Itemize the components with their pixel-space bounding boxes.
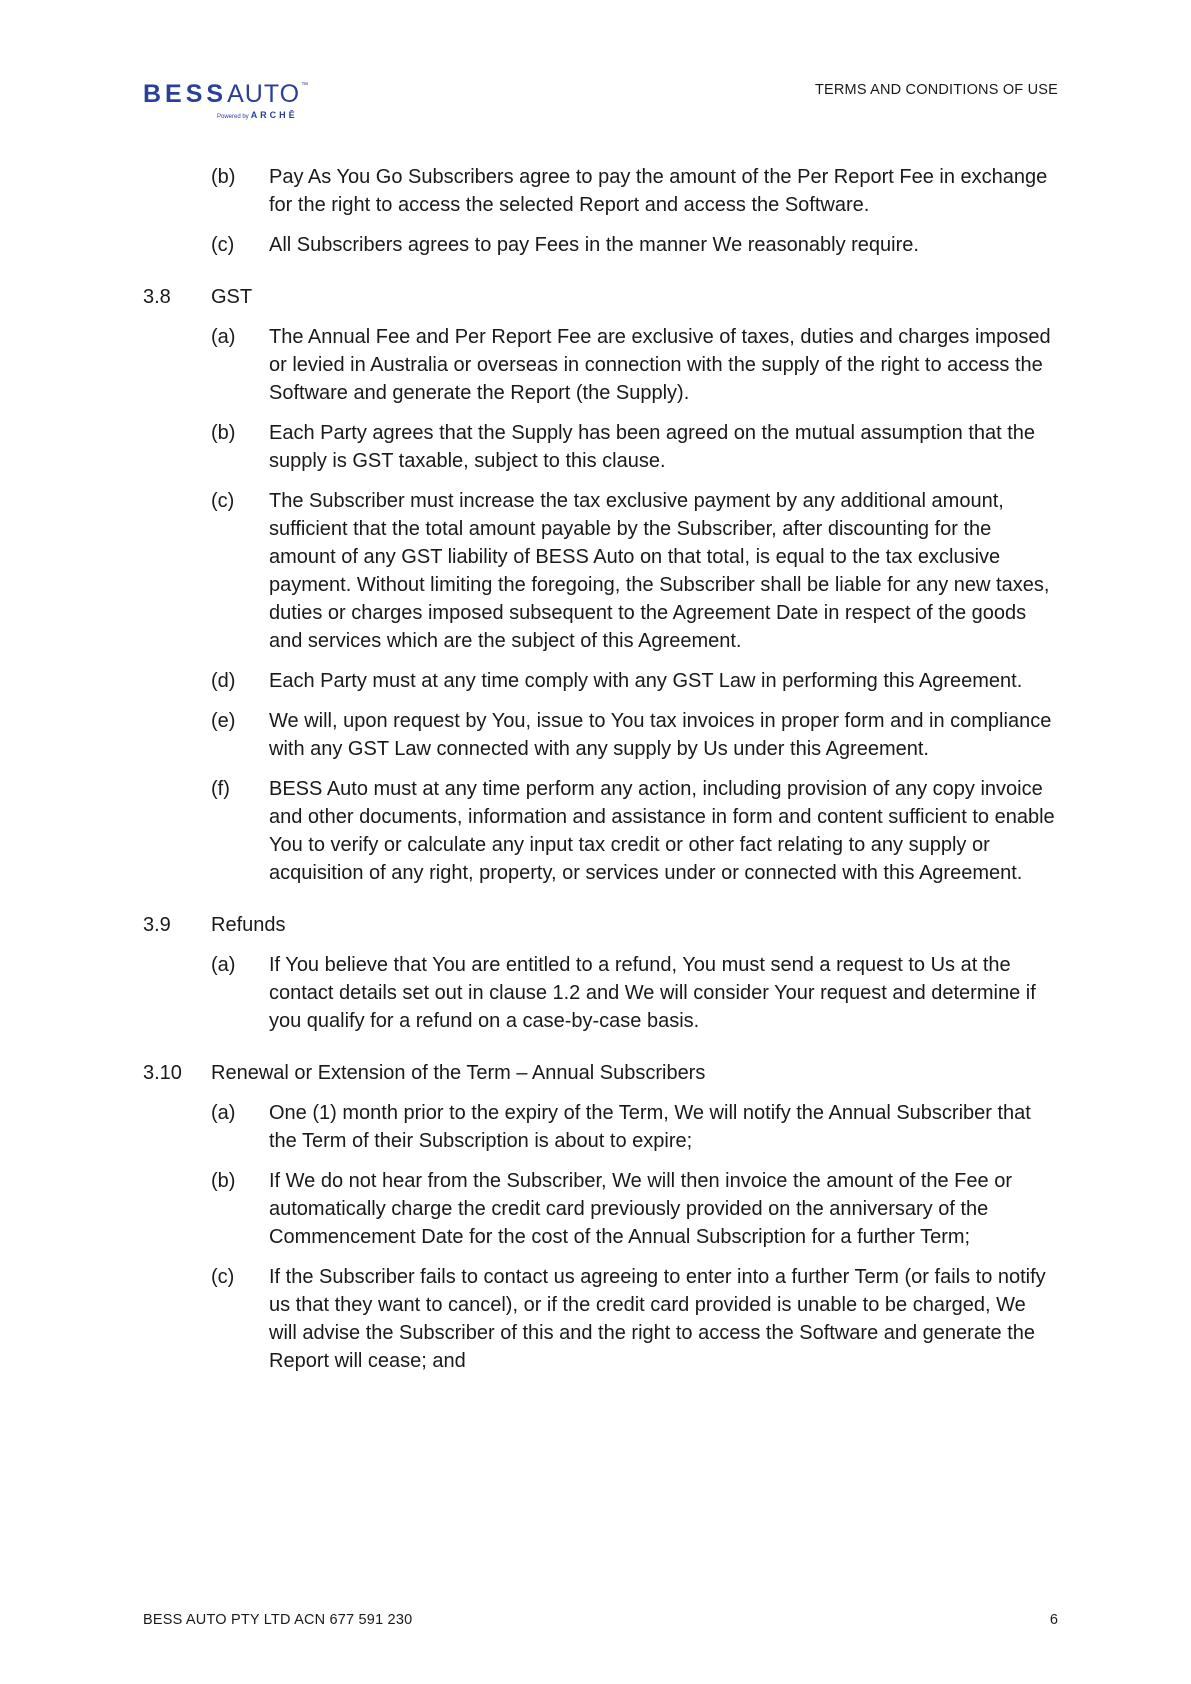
list-item-label: (c) [211,490,235,512]
section-number: 3.9 [143,914,171,936]
logo-powered-by [217,110,298,120]
section-heading-gst [143,283,1058,311]
list-item-text: Pay As You Go Subscribers agree to pay the amount of the Per Report Fee in exchange for the right to access the selected Report and access the Software. [269,166,1048,216]
list-item-text: BESS Auto must at any time perform any action, including provision of any copy invoice and other documents, information and assistance in form and content sufficient to enable You to verify or calculate any input tax credit or other fact relating to any supply or acquisition of any right, property, or services under or connected with this Agreement. [269,778,1055,884]
list-item-text: If the Subscriber fails to contact us agreeing to enter into a further Term (or fails to notify us that they want to cancel), or if the credit card provided is unable to be charged, We will advise the Subscriber of this and the right to access the Software and generate the Report will cease; and [269,1266,1046,1372]
section-heading-renewal [143,1059,1058,1087]
logo-bess-text: BESS [143,80,228,108]
list-item [143,487,1058,655]
list-item [143,667,1058,695]
section-number: 3.10 [143,1062,182,1084]
list-item [143,231,1058,259]
list-item-text: We will, upon request by You, issue to You tax invoices in proper form and in compliance with any GST Law connected with any supply by Us under this Agreement. [269,710,1052,760]
document-body [143,163,1058,1387]
list-item-label: (c) [211,1266,235,1288]
list-item-text: The Subscriber must increase the tax exclusive payment by any additional amount, sufficient that the total amount payable by the Subscriber, after discounting for the amount of any GST liability of BESS Auto on that total, is equal to the tax exclusive payment. Without limiting the foregoing, the Subscriber shall be liable for any new taxes, duties or charges imposed subsequent to the Agreement Date in respect of the goods and services which are the subject of this Agreement. [269,490,1050,652]
list-item [143,707,1058,763]
list-item [143,775,1058,887]
list-item-label: (b) [211,166,236,188]
list-item [143,1167,1058,1251]
list-item-label: (c) [211,234,235,256]
list-item-label: (f) [211,778,230,800]
section-title: Refunds [211,914,286,936]
list-item-text: One (1) month prior to the expiry of the Term, We will notify the Annual Subscriber that the Term of their Subscription is about to expire; [269,1102,1031,1152]
logo-arche-text: ARCHĒ [250,110,298,120]
section-title: Renewal or Extension of the Term – Annual Subscribers [211,1062,706,1084]
logo-trademark: ™ [301,82,309,89]
list-item-label: (b) [211,422,236,444]
list-item [143,1099,1058,1155]
list-item-label: (a) [211,1102,236,1124]
list-item-label: (a) [211,326,236,348]
page-number: 6 [1049,1612,1058,1628]
list-item-label: (a) [211,954,236,976]
section-title: GST [211,286,253,308]
document-header-title: TERMS AND CONDITIONS OF USE [814,82,1058,98]
section-heading-refunds [143,911,1058,939]
list-item-text: If We do not hear from the Subscriber, We will then invoice the amount of the Fee or automatically charge the credit card previously provided on the anniversary of the Commencement Date for the cost of the Annual Subscription for a further Term; [269,1170,1012,1248]
list-item [143,163,1058,219]
list-item-text: If You believe that You are entitled to a refund, You must send a request to Us at the contact details set out in clause 1.2 and We will consider Your request and determine if you qualify for a refund on a case-by-case basis. [269,954,1036,1032]
logo-powered-by-text: Powered by [217,114,249,120]
list-item-text: All Subscribers agrees to pay Fees in the manner We reasonably require. [269,234,919,256]
list-item [143,951,1058,1035]
list-item [143,323,1058,407]
footer-company: BESS AUTO PTY LTD ACN 677 591 230 [143,1612,413,1628]
logo-wordmark [143,82,318,107]
list-item-label: (b) [211,1170,236,1192]
list-item [143,1263,1058,1375]
list-item-text: The Annual Fee and Per Report Fee are exclusive of taxes, duties and charges imposed or levied in Australia or overseas in connection with the supply of the right to access the Software and generate the Report (the Supply). [269,326,1051,404]
logo-auto-text: AUTO [227,80,301,108]
list-item-label: (d) [211,670,236,692]
section-number: 3.8 [143,286,171,308]
list-item-text: Each Party agrees that the Supply has been agreed on the mutual assumption that the supply is GST taxable, subject to this clause. [269,422,1036,472]
bess-auto-logo [143,82,318,128]
list-item [143,419,1058,475]
list-item-label: (e) [211,710,236,732]
list-item-text: Each Party must at any time comply with any GST Law in performing this Agreement. [269,670,1023,692]
